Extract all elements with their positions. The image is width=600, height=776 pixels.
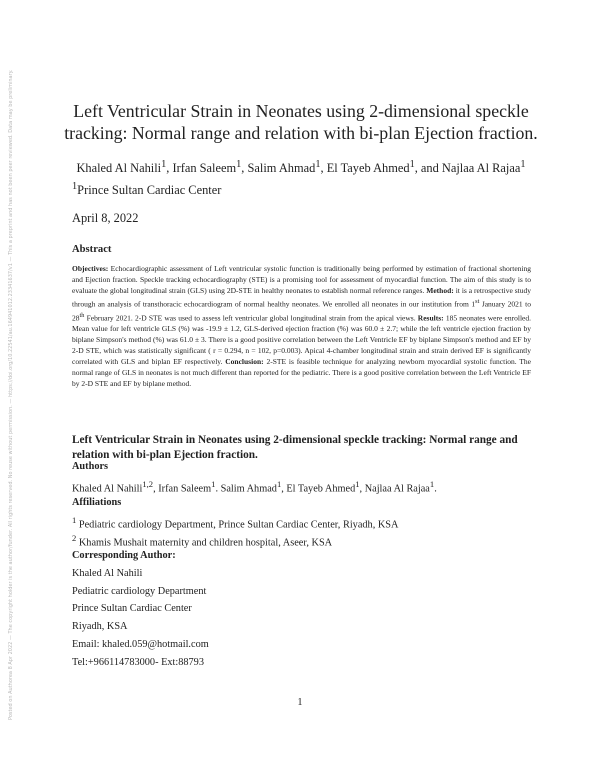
corr-dept: Pediatric cardiology Department — [72, 586, 207, 597]
author: El Tayeb Ahmed — [326, 161, 410, 176]
author: Irfan Saleem — [172, 161, 237, 176]
results-text: 185 neonates were enrolled. Mean value for left ventricle GLS (%) was -19.9 ± 1.2, GLS-derived ejection fraction (%) was 60.0 ± 2.7; while the left ventricle ejection fraction by biplane Simpson's method (%) was 61.0 ± 3. There is a good positive correlation between the Left Ventricle EF by biplane Simpson's method and EF by 2-D STE, which was statistically significant ( r = 0.294, n = 102, p=0.003). Apical 4-chamber longitudinal strain and strain derived EF is significantly correlated with GLS and biplan EF respectively. — [72, 313, 531, 366]
author-sup: 1 — [211, 479, 216, 489]
author-sup: 1 — [276, 479, 282, 489]
author: Najlaa Al Rajaa — [441, 161, 521, 176]
affiliation-text: Prince Sultan Cardiac Center — [77, 183, 222, 198]
author-sup: 1 — [429, 479, 435, 489]
affiliation-sup: 1 — [72, 181, 78, 192]
author-sup: 1 — [161, 159, 167, 170]
objectives-label: Objectives: — [72, 264, 109, 273]
corr-tel: Tel:+966114783000- Ext:88793 — [72, 657, 204, 668]
author-sup: 1 — [236, 159, 242, 170]
author: Khaled Al Nahili — [72, 483, 143, 495]
affiliation-text: Khamis Mushait maternity and children hospital, Aseer, KSA — [76, 537, 333, 549]
affiliation-sup: 2 — [72, 533, 77, 543]
affiliation-text: Pediatric cardiology Department, Prince Sultan Cardiac Center, Riyadh, KSA — [76, 519, 399, 531]
author: , El Tayeb Ahmed — [281, 483, 356, 495]
author-list — [56, 159, 546, 176]
sidebar-text: Posted on Authorea 8 Apr 2022 — The copyright holder is the author/funder. All rights reserved. No reuse without permission. — https://doi.org/10.22541/au.164941012.23341637/v1 — This a preprint and has not been peer reviewed. Data may be preliminary. — [8, 69, 14, 720]
method-text: it is a retrospective study through an analysis of transthoracic echocardiogram of normal healthy neonates. We enrolled all neonates in our institution from 1 — [72, 286, 531, 309]
author-separator: , — [166, 161, 173, 176]
preprint-sidebar-notice — [8, 30, 18, 720]
section-title: Left Ventricular Strain in Neonates using 2-dimensional speckle tracking: Normal range and relation with bi-plan Ejection fraction. — [72, 434, 518, 461]
affiliation-sup: 1 — [72, 515, 77, 525]
author-sup: 1,2 — [142, 479, 154, 489]
corr-email: Email: khaled.059@hotmail.com — [72, 639, 209, 650]
author-separator: , and — [414, 161, 442, 176]
conclusion-label: Conclusion: — [225, 357, 264, 366]
title-line-1: Left Ventricular Strain in Neonates using 2-dimensional speckle — [73, 101, 529, 121]
author-end: . — [434, 483, 437, 495]
author-sup: 1 — [409, 159, 415, 170]
affiliations-heading: Affiliations — [72, 497, 122, 508]
authors-heading: Authors — [72, 461, 109, 472]
objectives-text: Echocardiographic assessment of Left ventricular systolic function is traditionally being performed by estimation of fractional shortening and Ejection fraction. Speckle tracking echocardiography (STE) is a promising tool for assessment of myocardial function. The aim of this study is to evaluate the global longitudinal strain (GLS) using 2D-STE in healthy neonates to establish normal reference ranges. — [72, 264, 531, 295]
author: , Irfan Saleem — [153, 483, 212, 495]
method-sup: st — [475, 298, 480, 305]
affiliation-1 — [72, 515, 398, 530]
author-separator: , — [320, 161, 327, 176]
author-sup: 1 — [520, 159, 526, 170]
author-sup: 1 — [355, 479, 360, 489]
corresponding-heading: Corresponding Author: — [72, 550, 176, 561]
author: Salim Ahmad — [247, 161, 316, 176]
author-separator: , — [241, 161, 248, 176]
results-label: Results: — [417, 313, 444, 322]
author: . Salim Ahmad — [215, 483, 277, 495]
title-line-2: tracking: Normal range and relation with bi-plan Ejection fraction. — [64, 123, 538, 143]
author: , Najlaa Al Rajaa — [359, 483, 430, 495]
paper-date: April 8, 2022 — [72, 211, 139, 225]
author-sup: 1 — [315, 159, 321, 170]
authors-line — [72, 479, 437, 494]
corr-city: Riyadh, KSA — [72, 621, 128, 632]
corr-center: Prince Sultan Cardiac Center — [72, 603, 192, 614]
page-number: 1 — [297, 697, 303, 708]
method-label: Method: — [426, 286, 454, 295]
abstract-body — [72, 263, 531, 389]
abstract-heading: Abstract — [72, 244, 112, 255]
method-text: January 2021 to 28 — [72, 299, 531, 322]
corr-name: Khaled Al Nahili — [72, 568, 143, 579]
method-sup: th — [79, 311, 85, 319]
method-text: February 2021. 2-D STE was used to assess left ventricular global longitudinal strain from the apical views. — [84, 313, 418, 322]
author: Khaled Al Nahili — [76, 161, 162, 176]
paper-title — [56, 100, 546, 144]
affiliation-2 — [72, 533, 332, 548]
affiliation — [72, 181, 221, 198]
conclusion-text: 2-STE is feasible technique for analyzing newborn myocardial systolic function. The normal range of GLS in neonates is not much different than reported for the pediatric. There is a good positive correlation between the Left Ventricle EF by 2-D STE and EF by biplane method. — [72, 357, 532, 388]
